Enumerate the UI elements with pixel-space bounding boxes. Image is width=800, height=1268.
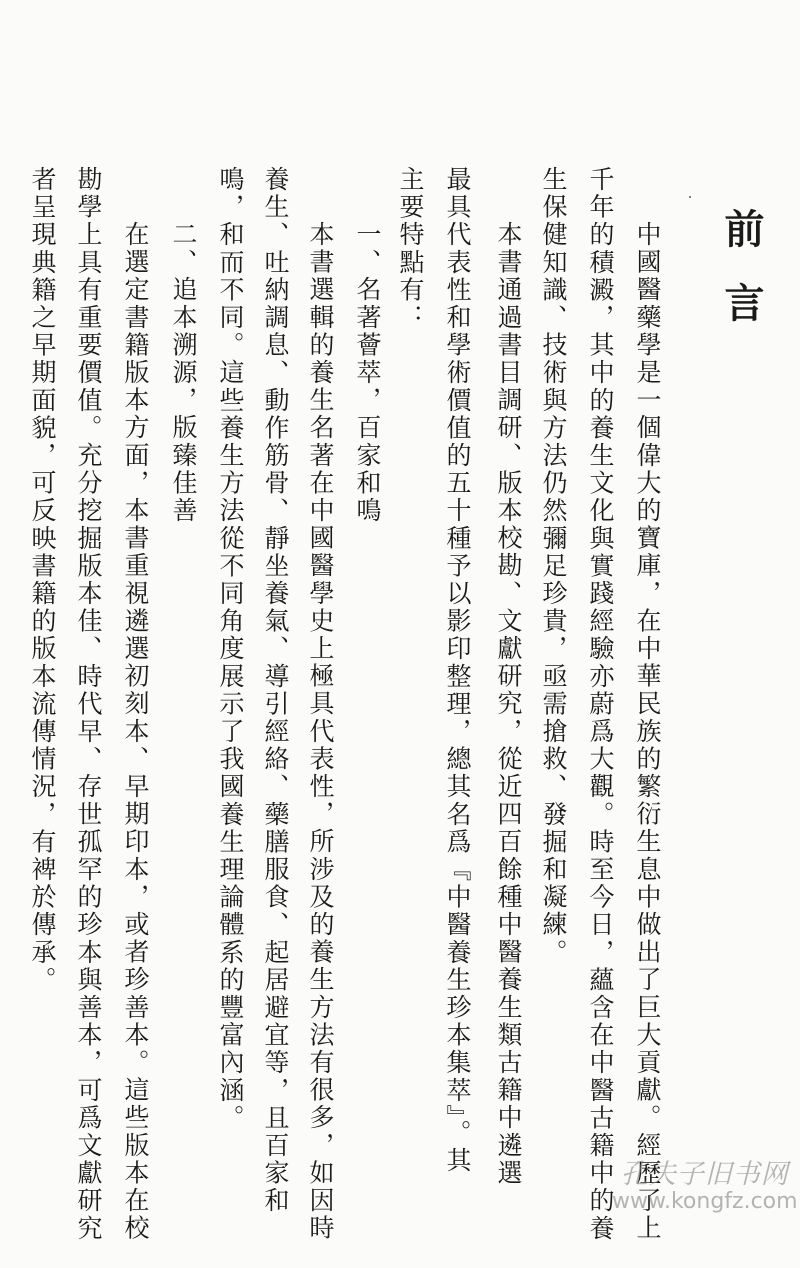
- paragraph-column-6: 主要特點有：: [396, 166, 425, 332]
- paragraph-column-1: 中國醫藥學是一個偉大的寶庫，在中華民族的繁衍生息中做出了巨大貢獻。經歷了上: [633, 221, 662, 1243]
- paragraph-column-2: 千年的積澱，其中的養生文化與實踐經驗亦蔚爲大觀。時至今日，蘊含在中醫古籍中的養: [586, 166, 615, 1243]
- paragraph-column-14: 者呈現典籍之早期面貌，可反映書籍的版本流傳情況，有裨於傳承。: [28, 166, 57, 994]
- paragraph-column-13: 勘學上具有重要價值。充分挖掘版本佳、時代早、存世孤罕的珍本與善本，可爲文獻研究: [74, 166, 103, 1243]
- paragraph-column-4: 本書通過書目調研、版本校勘、文獻研究，從近四百餘種中醫養生類古籍中遴選: [494, 221, 523, 1187]
- paragraph-column-12: 在選定書籍版本方面，本書重視遴選初刻本、早期印本，或者珍善本。這些版本在校: [121, 221, 150, 1243]
- print-speck: [689, 196, 691, 198]
- watermark-url: www.kongfz.com: [612, 1189, 798, 1214]
- paragraph-column-9: 養生、吐納調息、動作筋骨、靜坐養氣、導引經絡、藥膳服食、起居避宜等，且百家和: [261, 166, 290, 1215]
- paragraph-column-8: 本書選輯的養生名著在中國醫學史上極具代表性，所涉及的養生方法有很多，如因時: [306, 221, 335, 1243]
- paragraph-column-5: 最具代表性和學術價值的五十種予以影印整理，總其名爲『中醫養生珍本集萃』。其: [443, 166, 472, 1175]
- watermark: [612, 1152, 798, 1214]
- paragraph-column-3: 生保健知識、技術與方法仍然彌足珍貴，亟需搶救、發掘和凝練。: [539, 166, 568, 967]
- section-heading-1: 一、名著薈萃，百家和鳴: [353, 221, 382, 525]
- page-title: 前言: [718, 208, 764, 356]
- section-heading-2: 二、追本溯源，版臻佳善: [169, 221, 198, 525]
- watermark-name: 孔夫子旧书网: [620, 1159, 789, 1190]
- paragraph-column-10: 鳴，和而不同。這些養生方法從不同角度展示了我國養生理論體系的豐富內涵。: [216, 166, 245, 1132]
